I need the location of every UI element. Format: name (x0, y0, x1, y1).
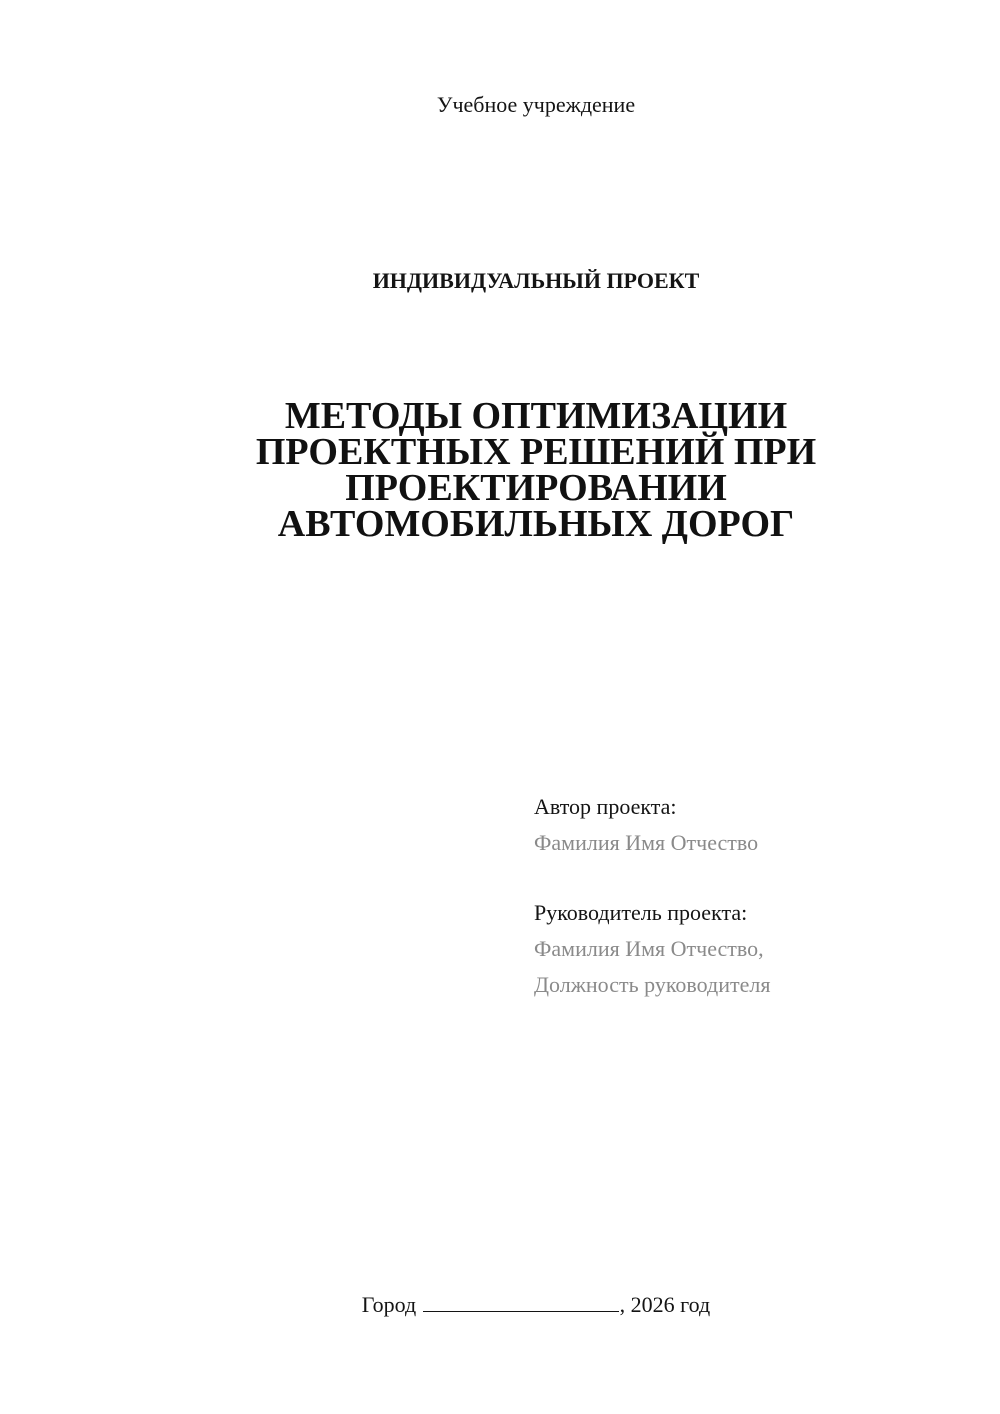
footer-city-year (0, 1290, 1000, 1320)
supervisor-name: Фамилия Имя Отчество, (534, 936, 764, 961)
supervisor-position: Должность руководителя (534, 972, 771, 997)
document-type: ИНДИВИДУАЛЬНЫЙ ПРОЕКТ (372, 268, 700, 293)
city-label: Город (361, 1292, 417, 1317)
project-title (200, 395, 872, 545)
institution-name: Учебное учреждение (436, 92, 636, 117)
project-title-line: ПРОЕКТНЫХ РЕШЕНИЙ ПРИ (255, 431, 817, 473)
spacer (534, 861, 770, 895)
project-title-line: АВТОМОБИЛЬНЫХ ДОРОГ (277, 503, 795, 545)
supervisor-label: Руководитель проекта: (534, 900, 748, 925)
project-title-line: ПРОЕКТИРОВАНИИ (345, 467, 727, 509)
project-info-block (534, 789, 770, 1003)
year-text: , 2026 год (619, 1292, 711, 1317)
project-title-line: МЕТОДЫ ОПТИМИЗАЦИИ (284, 395, 788, 437)
author-label: Автор проекта: (534, 794, 677, 819)
city-blank-line (423, 1291, 619, 1312)
author-name: Фамилия Имя Отчество (534, 830, 759, 855)
